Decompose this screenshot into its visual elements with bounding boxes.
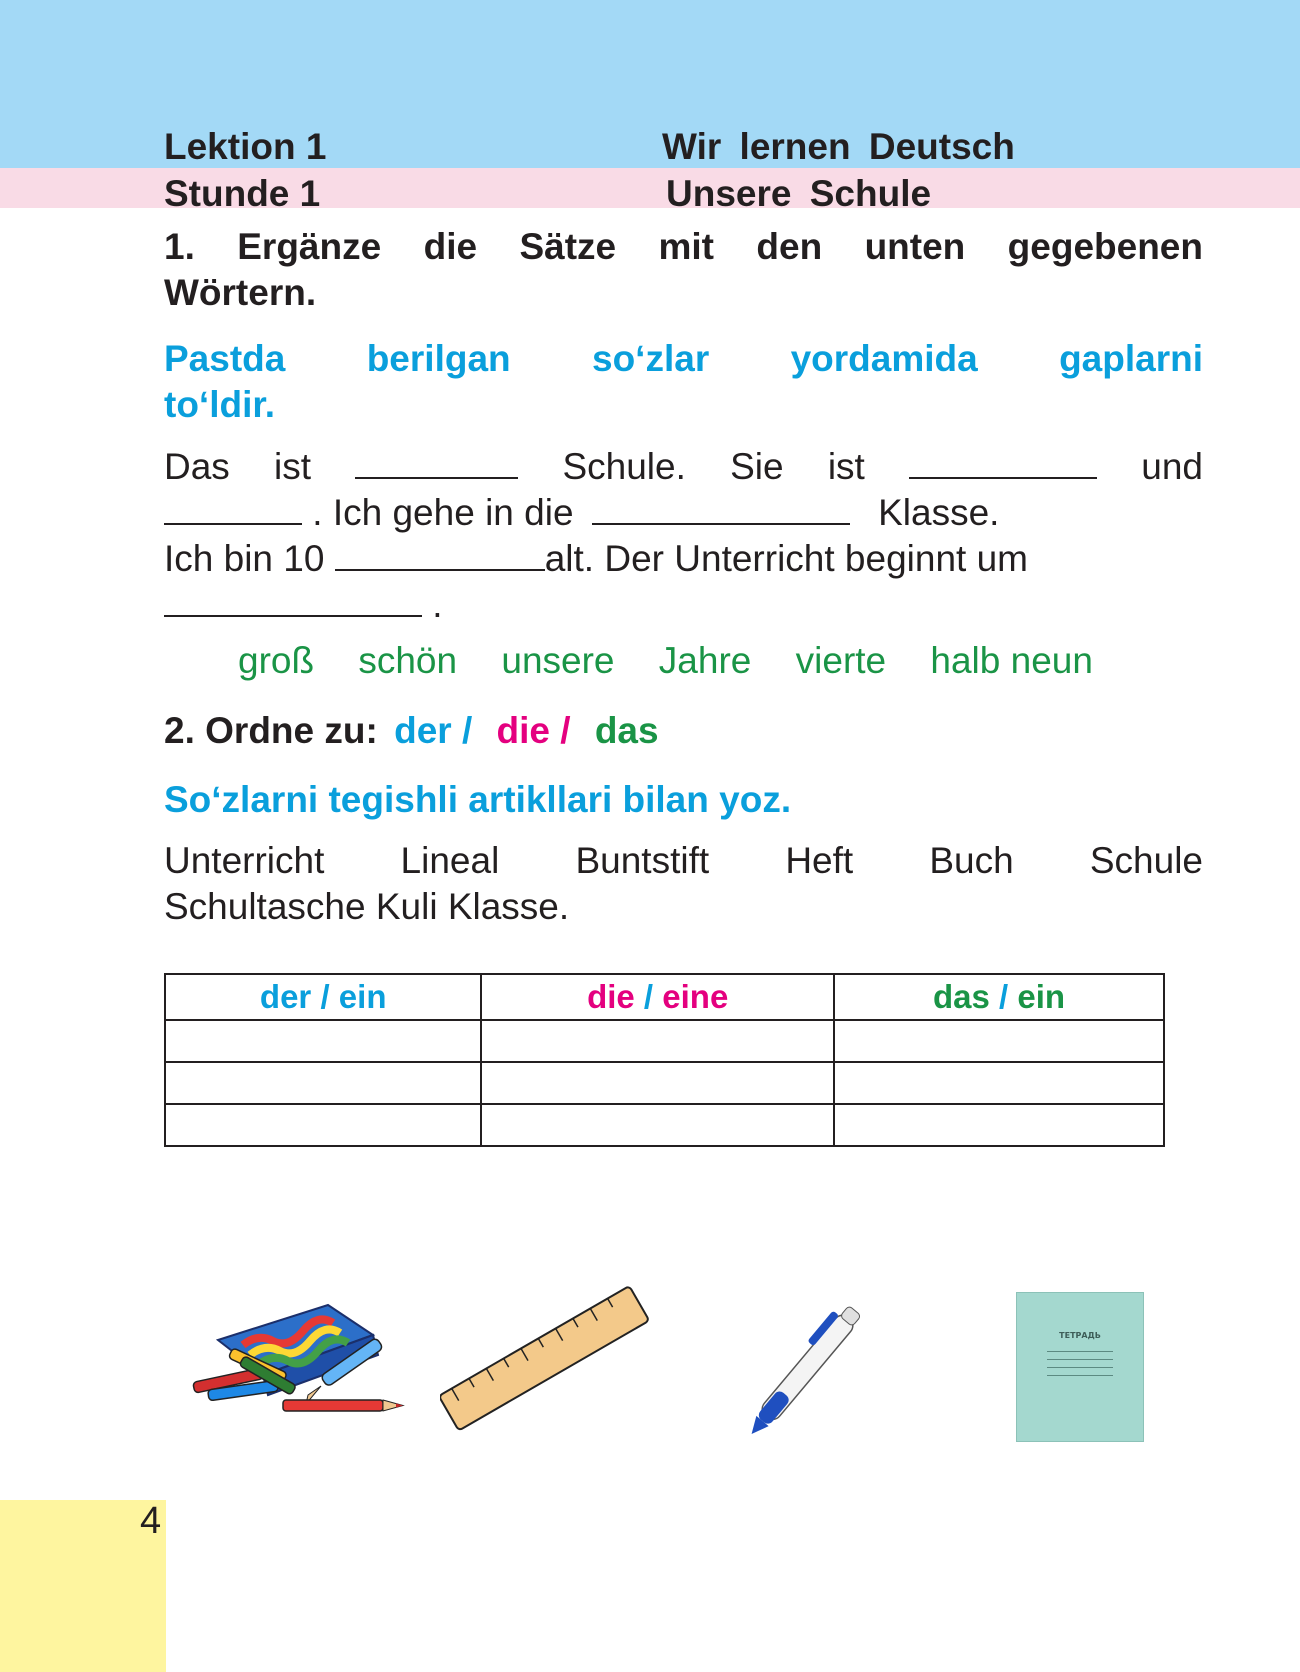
hour-number: Stunde 1 <box>164 173 321 214</box>
word-bank <box>238 640 1093 682</box>
text: Das <box>164 446 230 487</box>
sentence-line-2 <box>164 490 1203 536</box>
blank-3[interactable] <box>164 495 302 525</box>
notebook-icon <box>1016 1292 1144 1442</box>
article-die: die / <box>496 710 571 751</box>
table-row <box>165 1062 1164 1104</box>
text: ist <box>827 446 865 487</box>
text: Sie <box>730 446 784 487</box>
article-table <box>164 973 1165 1147</box>
notebook-label: ТЕТРАДЬ <box>1059 1331 1101 1340</box>
task2-words-line2: Schultasche Kuli Klasse. <box>164 886 570 927</box>
pen-icon <box>730 1282 895 1442</box>
blank-6[interactable] <box>164 587 422 617</box>
blank-4[interactable] <box>592 495 850 525</box>
word-bank-item: vierte <box>795 640 887 681</box>
task1-translation-line2: to‘ldir. <box>164 384 275 425</box>
text: . <box>432 584 443 625</box>
header-das-ein: das / ein <box>834 974 1164 1020</box>
task2-title <box>164 710 659 752</box>
colored-pencils-icon <box>188 1300 413 1425</box>
text: Klasse. <box>878 492 1000 533</box>
word-bank-item: schön <box>358 640 458 681</box>
table-cell[interactable] <box>834 1062 1164 1104</box>
table-cell[interactable] <box>481 1062 834 1104</box>
header-der-ein: der / ein <box>165 974 481 1020</box>
task1-title-line1: 1. Ergänze die Sätze mit den unten gegebenen <box>164 226 1203 267</box>
blank-1[interactable] <box>355 449 518 479</box>
text: und <box>1141 446 1203 487</box>
sentence-line-3 <box>164 536 1203 582</box>
task1-title-line2: Wörtern. <box>164 272 317 313</box>
page-number: 4 <box>140 1500 162 1542</box>
word-bank-item: Jahre <box>658 640 752 681</box>
text: 2. Ordne zu: <box>164 710 378 751</box>
table-row <box>165 1020 1164 1062</box>
table-row <box>165 1104 1164 1146</box>
table-cell[interactable] <box>165 1062 481 1104</box>
table-header-row <box>165 974 1164 1020</box>
table-cell[interactable] <box>165 1104 481 1146</box>
header-die-eine: die / eine <box>481 974 834 1020</box>
table-cell[interactable] <box>481 1020 834 1062</box>
task1-translation-line1: Pastda berilgan so‘zlar yordamida gaplarni <box>164 338 1203 379</box>
blank-5[interactable] <box>335 541 545 571</box>
text: alt. Der Unterricht beginnt um <box>544 538 1028 579</box>
ruler-icon <box>440 1280 650 1440</box>
text: Schule. <box>562 446 686 487</box>
blank-2[interactable] <box>909 449 1097 479</box>
table-cell[interactable] <box>481 1104 834 1146</box>
article-der: der / <box>394 710 473 751</box>
task2-words-line1: Unterricht Lineal Buntstift Heft Buch Schule <box>164 840 1203 881</box>
lesson-number: Lektion 1 <box>164 126 327 167</box>
hour-title: Unsere Schule <box>666 173 932 214</box>
text: . Ich gehe in die <box>312 492 574 533</box>
text: Ich bin 10 <box>164 538 325 579</box>
word-bank-item: halb neun <box>930 640 1093 681</box>
table-cell[interactable] <box>834 1020 1164 1062</box>
text: ist <box>274 446 312 487</box>
word-bank-item: unsere <box>501 640 615 681</box>
lesson-title: Wir lernen Deutsch <box>662 126 1015 167</box>
table-cell[interactable] <box>834 1104 1164 1146</box>
sentence-line-1 <box>164 444 1203 490</box>
article-das: das <box>594 710 659 751</box>
table-cell[interactable] <box>165 1020 481 1062</box>
sentence-line-4 <box>164 582 1203 628</box>
task2-translation: So‘zlarni tegishli artikllari bilan yoz. <box>164 779 792 820</box>
word-bank-item: groß <box>238 640 315 681</box>
